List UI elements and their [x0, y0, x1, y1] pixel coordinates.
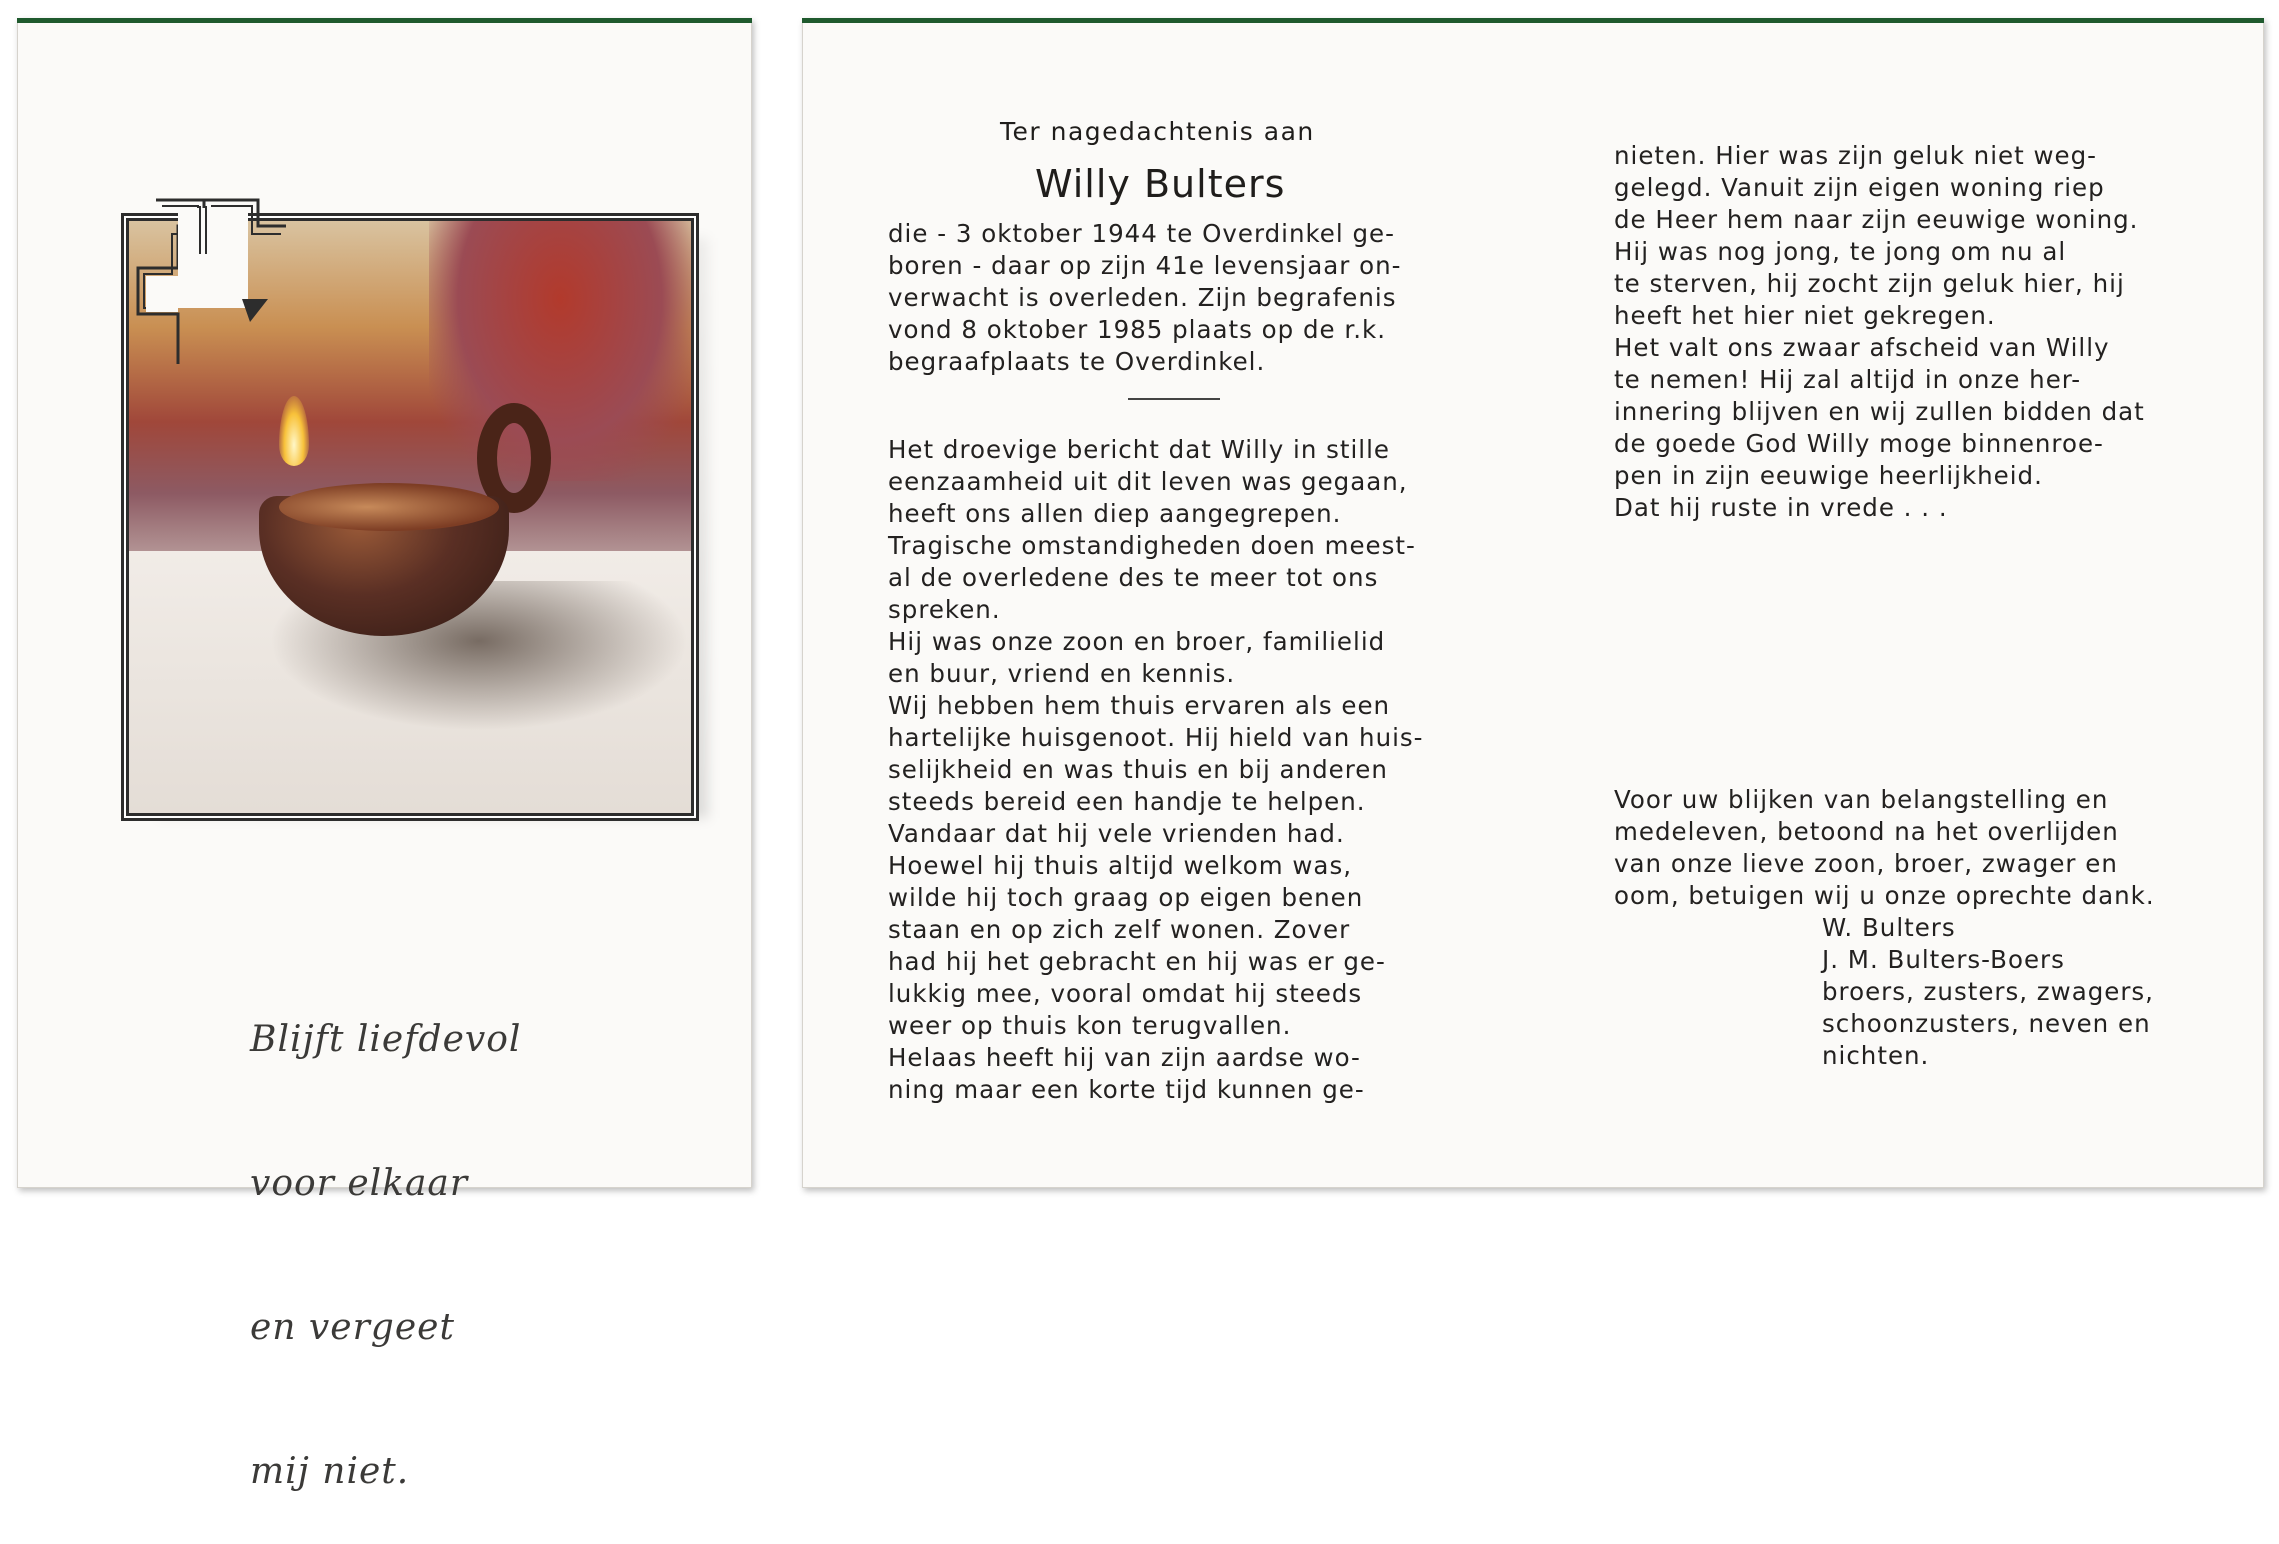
divider-line [1128, 398, 1220, 400]
thanks-text: Voor uw blijken van belangstelling en medeleven, betoond na het overlijden van onze lieve zoon, broer, zwager en oom, betuigen wij u onze oprechte dank. [1614, 785, 2155, 910]
motto-line: voor elkaar [250, 1163, 469, 1204]
cross-icon [116, 184, 316, 364]
green-top-edge [17, 18, 752, 23]
signatories: W. Bulters J. M. Bulters-Boers broers, zusters, zwagers, schoonzusters, neven en nichten. [1822, 913, 2154, 1070]
birth-death-text: die - 3 oktober 1944 te Overdinkel ge- boren - daar op zijn 41e levensjaar on- verwacht is overleden. Zijn begrafenis vond 8 oktober 1985 plaats op de r.k. begraafplaats te Overdinkel. [888, 219, 1402, 376]
memorial-text-right: nieten. Hier was zijn geluk niet weg- gelegd. Vanuit zijn eigen woning riep de Heer hem naar zijn eeuwige woning. Hij was nog jong, te jong om nu al te sterven, hij zocht zijn geluk hier, hij heeft het hier niet gekregen. Het valt ons zwaar afscheid van Willy te nemen! Hij zal altijd in onze her- innering blijven en wij zullen bidden dat de goede God Willy moge binnenroe- pen in zijn eeuwige heerlijkheid. Dat hij ruste in vrede . . . [1614, 141, 2145, 522]
motto-line: Blijft liefdevol [250, 1019, 522, 1060]
motto-line: mij niet. [250, 1451, 410, 1492]
background-glow [429, 221, 691, 481]
flame [279, 396, 309, 466]
deceased-name: Willy Bulters [1035, 162, 1286, 206]
motto [250, 920, 670, 1544]
memorial-text-left: Het droevige bericht dat Willy in stille eenzaamheid uit dit leven was gegaan, heeft ons allen diep aangegrepen. Tragische omstandigheden doen meest- al de overledene des te meer tot ons spreken. Hij was onze zoon en broer, familielid en buur, vriend en kennis. Wij hebben hem thuis ervaren als een hartelijke huisgenoot. Hij hield van huis- selijkheid en was thuis en bij anderen steeds bereid een handje te helpen. Vandaar dat hij vele vrienden had. Hoewel hij thuis altijd welkom was, wilde hij toch graag op eigen benen staan en op zich zelf wonen. Zover had hij het gebracht en hij was er ge- lukkig mee, vooral omdat hij steeds weer op thuis kon terugvallen. Helaas heeft hij van zijn aardse wo- ning maar een korte tijd kunnen ge- [888, 435, 1424, 1104]
lamp-rim [279, 483, 499, 531]
dedication-heading: Ter nagedachtenis aan [1000, 117, 1315, 146]
motto-line: en vergeet [250, 1307, 455, 1348]
green-top-edge [802, 18, 2264, 23]
